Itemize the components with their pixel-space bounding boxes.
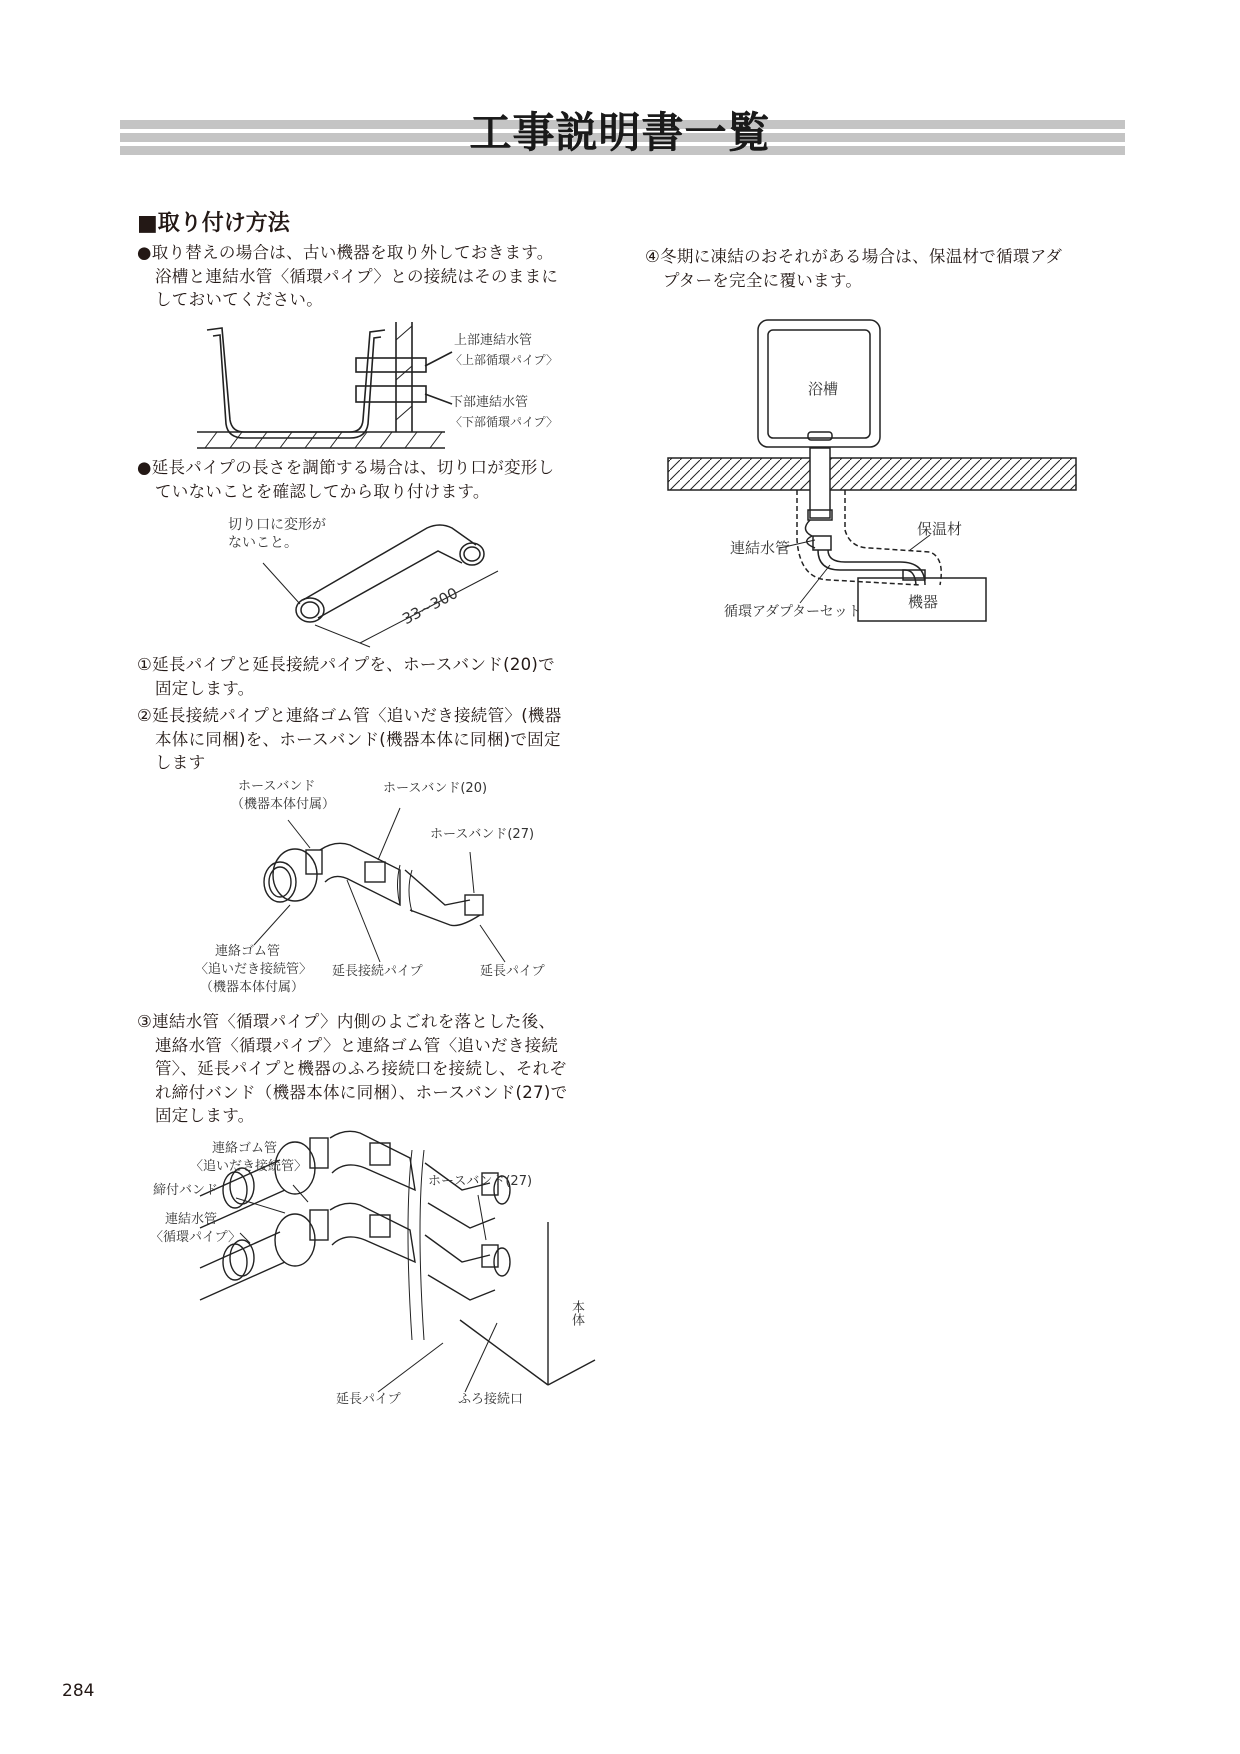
text-line: ②延長接続パイプと連絡ゴム管〈追いだき接続管〉(機器 <box>137 706 562 725</box>
section-heading: ■取り付け方法 <box>137 211 290 236</box>
text-line: ●延長パイプの長さを調節する場合は、切り口が変形し <box>137 458 555 477</box>
label-hose-band-20: ホースバンド(20) <box>383 781 488 796</box>
text-line: ①延長パイプと延長接続パイプを、ホースバンド(20)で <box>137 655 555 674</box>
label-cut-note-2: ないこと。 <box>228 535 298 551</box>
label-rubber-pipe-sub2: （機器本体付属） <box>200 980 305 995</box>
label-cut-note: 切り口に変形が <box>228 517 326 533</box>
label-extension-connection-pipe: 延長接続パイプ <box>332 964 423 979</box>
label-rubber-pipe: 連絡ゴム管 <box>215 944 281 959</box>
text-line: ④冬期に凍結のおそれがある場合は、保温材で循環アダ <box>645 247 1063 266</box>
label-hose-band-27: ホースバンド(27) <box>430 827 535 842</box>
label-insulation: 保温材 <box>917 520 963 538</box>
text-line: 浴槽と連結水管〈循環パイプ〉との接続はそのままに <box>155 266 559 286</box>
label-unit-body: 本体 <box>569 1300 584 1326</box>
text-line: しておいてください。 <box>155 290 323 309</box>
label-unit: 機器 <box>908 593 939 611</box>
label-water-pipe-sub: 〈循環パイプ〉 <box>150 1230 242 1245</box>
label-hose-band: ホースバンド <box>238 779 316 794</box>
label-rubber-pipe: 連絡ゴム管 <box>212 1141 278 1156</box>
label-water-pipe: 連結水管 <box>730 539 791 557</box>
label-bathtub: 浴槽 <box>808 380 839 398</box>
label-dimension: 33~300 <box>399 583 461 629</box>
label-clamp-band: 締付バンド <box>153 1183 219 1198</box>
text-line: れ締付バンド（機器本体に同梱）、ホースバンド(27)で <box>155 1082 568 1102</box>
text-line: します <box>155 753 206 772</box>
text-line: ていないことを確認してから取り付けます。 <box>155 481 490 501</box>
page-title-text: 工事説明書一覧 <box>469 108 771 157</box>
label-upper-pipe: 上部連結水管 <box>454 333 533 348</box>
label-lower-pipe: 下部連結水管 <box>450 395 529 410</box>
text-line: ③連結水管〈循環パイプ〉内側のよごれを落とした後、 <box>137 1012 556 1031</box>
label-water-pipe: 連結水管 <box>165 1212 218 1227</box>
label-extension-pipe: 延長パイプ <box>336 1392 401 1407</box>
label-rubber-pipe-sub: 〈追いだき接続管〉 <box>190 1159 308 1174</box>
label-lower-pipe-sub: 〈下部循環パイプ〉 <box>450 415 559 429</box>
label-hose-band-sub: （機器本体付属） <box>231 797 336 812</box>
text-line: 管〉、延長パイプと機器のふろ接続口を接続し、それぞ <box>155 1059 567 1078</box>
label-upper-pipe-sub: 〈上部循環パイプ〉 <box>450 353 559 367</box>
label-hose-band-27: ホースバンド(27) <box>428 1174 533 1189</box>
label-rubber-pipe-sub: 〈追いだき接続管〉 <box>195 962 313 977</box>
label-adapter-set: 循環アダプターセット <box>724 604 862 620</box>
text-line: プターを完全に覆います。 <box>663 270 863 290</box>
text-line: 本体に同梱)を、ホースバンド(機器本体に同梱)で固定 <box>155 729 561 749</box>
text-line: 固定します。 <box>155 1106 255 1125</box>
label-extension-pipe: 延長パイプ <box>480 964 545 979</box>
text-line: 固定します。 <box>155 678 255 698</box>
label-bath-port: ふろ接続口 <box>458 1392 524 1407</box>
page-number: 284 <box>62 1681 95 1701</box>
text-line: ●取り替えの場合は、古い機器を取り外しておきます。 <box>137 243 554 262</box>
text-line: 連絡水管〈循環パイプ〉と連絡ゴム管〈追いだき接続 <box>155 1035 559 1055</box>
